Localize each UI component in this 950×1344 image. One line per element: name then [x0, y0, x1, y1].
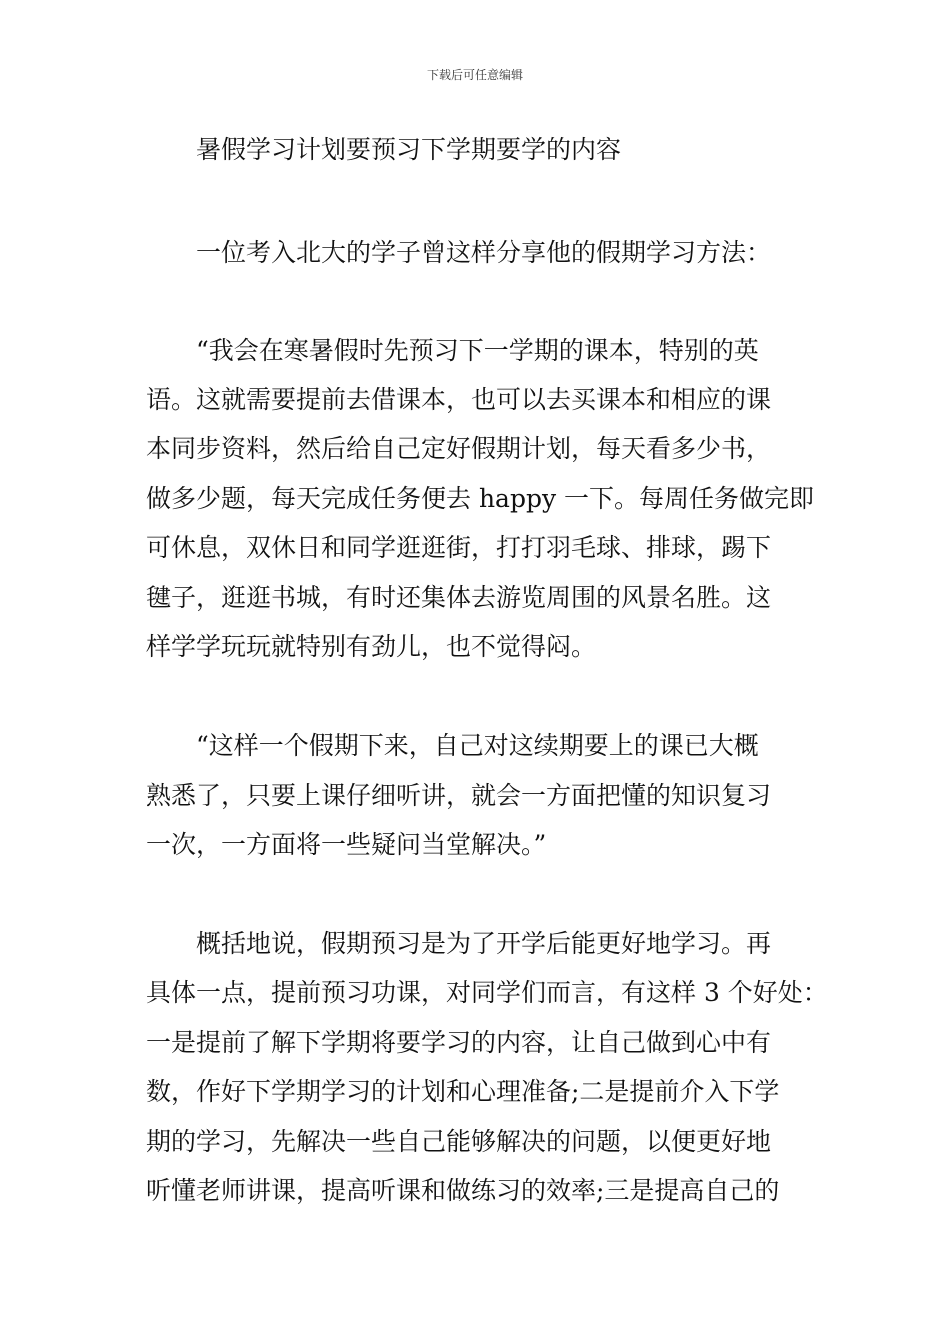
text-line: 概括地说，假期预习是为了开学后能更好地学习。再 — [196, 929, 772, 958]
text-line: 一次，一方面将一些疑问当堂解决。” — [146, 830, 547, 859]
text-line: 熟悉了，只要上课仔细听讲，就会一方面把懂的知识复习 — [146, 781, 772, 810]
text-line: 期的学习，先解决一些自己能够解决的问题，以便更好地 — [146, 1127, 772, 1156]
text-line: “这样一个假期下来，自己对这续期要上的课已大概 — [196, 731, 759, 760]
text-line: 数，作好下学期学习的计划和心理准备;二是提前介入下学 — [146, 1077, 780, 1106]
text-line: 一是提前了解下学期将要学习的内容，让自己做到心中有 — [146, 1028, 772, 1057]
text-line: 本同步资料，然后给自己定好假期计划，每天看多少书， — [146, 434, 772, 463]
text-line: 听懂老师讲课，提高听课和做练习的效率;三是提高自己的 — [146, 1176, 780, 1205]
document-title: 暑假学习计划要预习下学期要学的内容 — [196, 135, 622, 164]
text-line: 语。这就需要提前去借课本，也可以去买课本和相应的课 — [146, 385, 772, 414]
text-line: 样学学玩玩就特别有劲儿，也不觉得闷。 — [146, 632, 597, 661]
text-line: 一位考入北大的学子曾这样分享他的假期学习方法： — [196, 238, 772, 267]
text-line: 可休息，双休日和同学逛逛街，打打羽毛球、排球，踢下 — [146, 533, 772, 562]
text-line: 具体一点，提前预习功课，对同学们而言，有这样 3 个好处： — [146, 978, 828, 1007]
text-line: 做多少题，每天完成任务便去 happy 一下。每周任务做完即 — [146, 484, 815, 513]
text-line: “我会在寒暑假时先预习下一学期的课本，特别的英 — [196, 336, 759, 365]
page-header-note: 下载后可任意编辑 — [426, 68, 523, 82]
text-line: 毽子，逛逛书城，有时还集体去游览周围的风景名胜。这 — [146, 583, 772, 612]
